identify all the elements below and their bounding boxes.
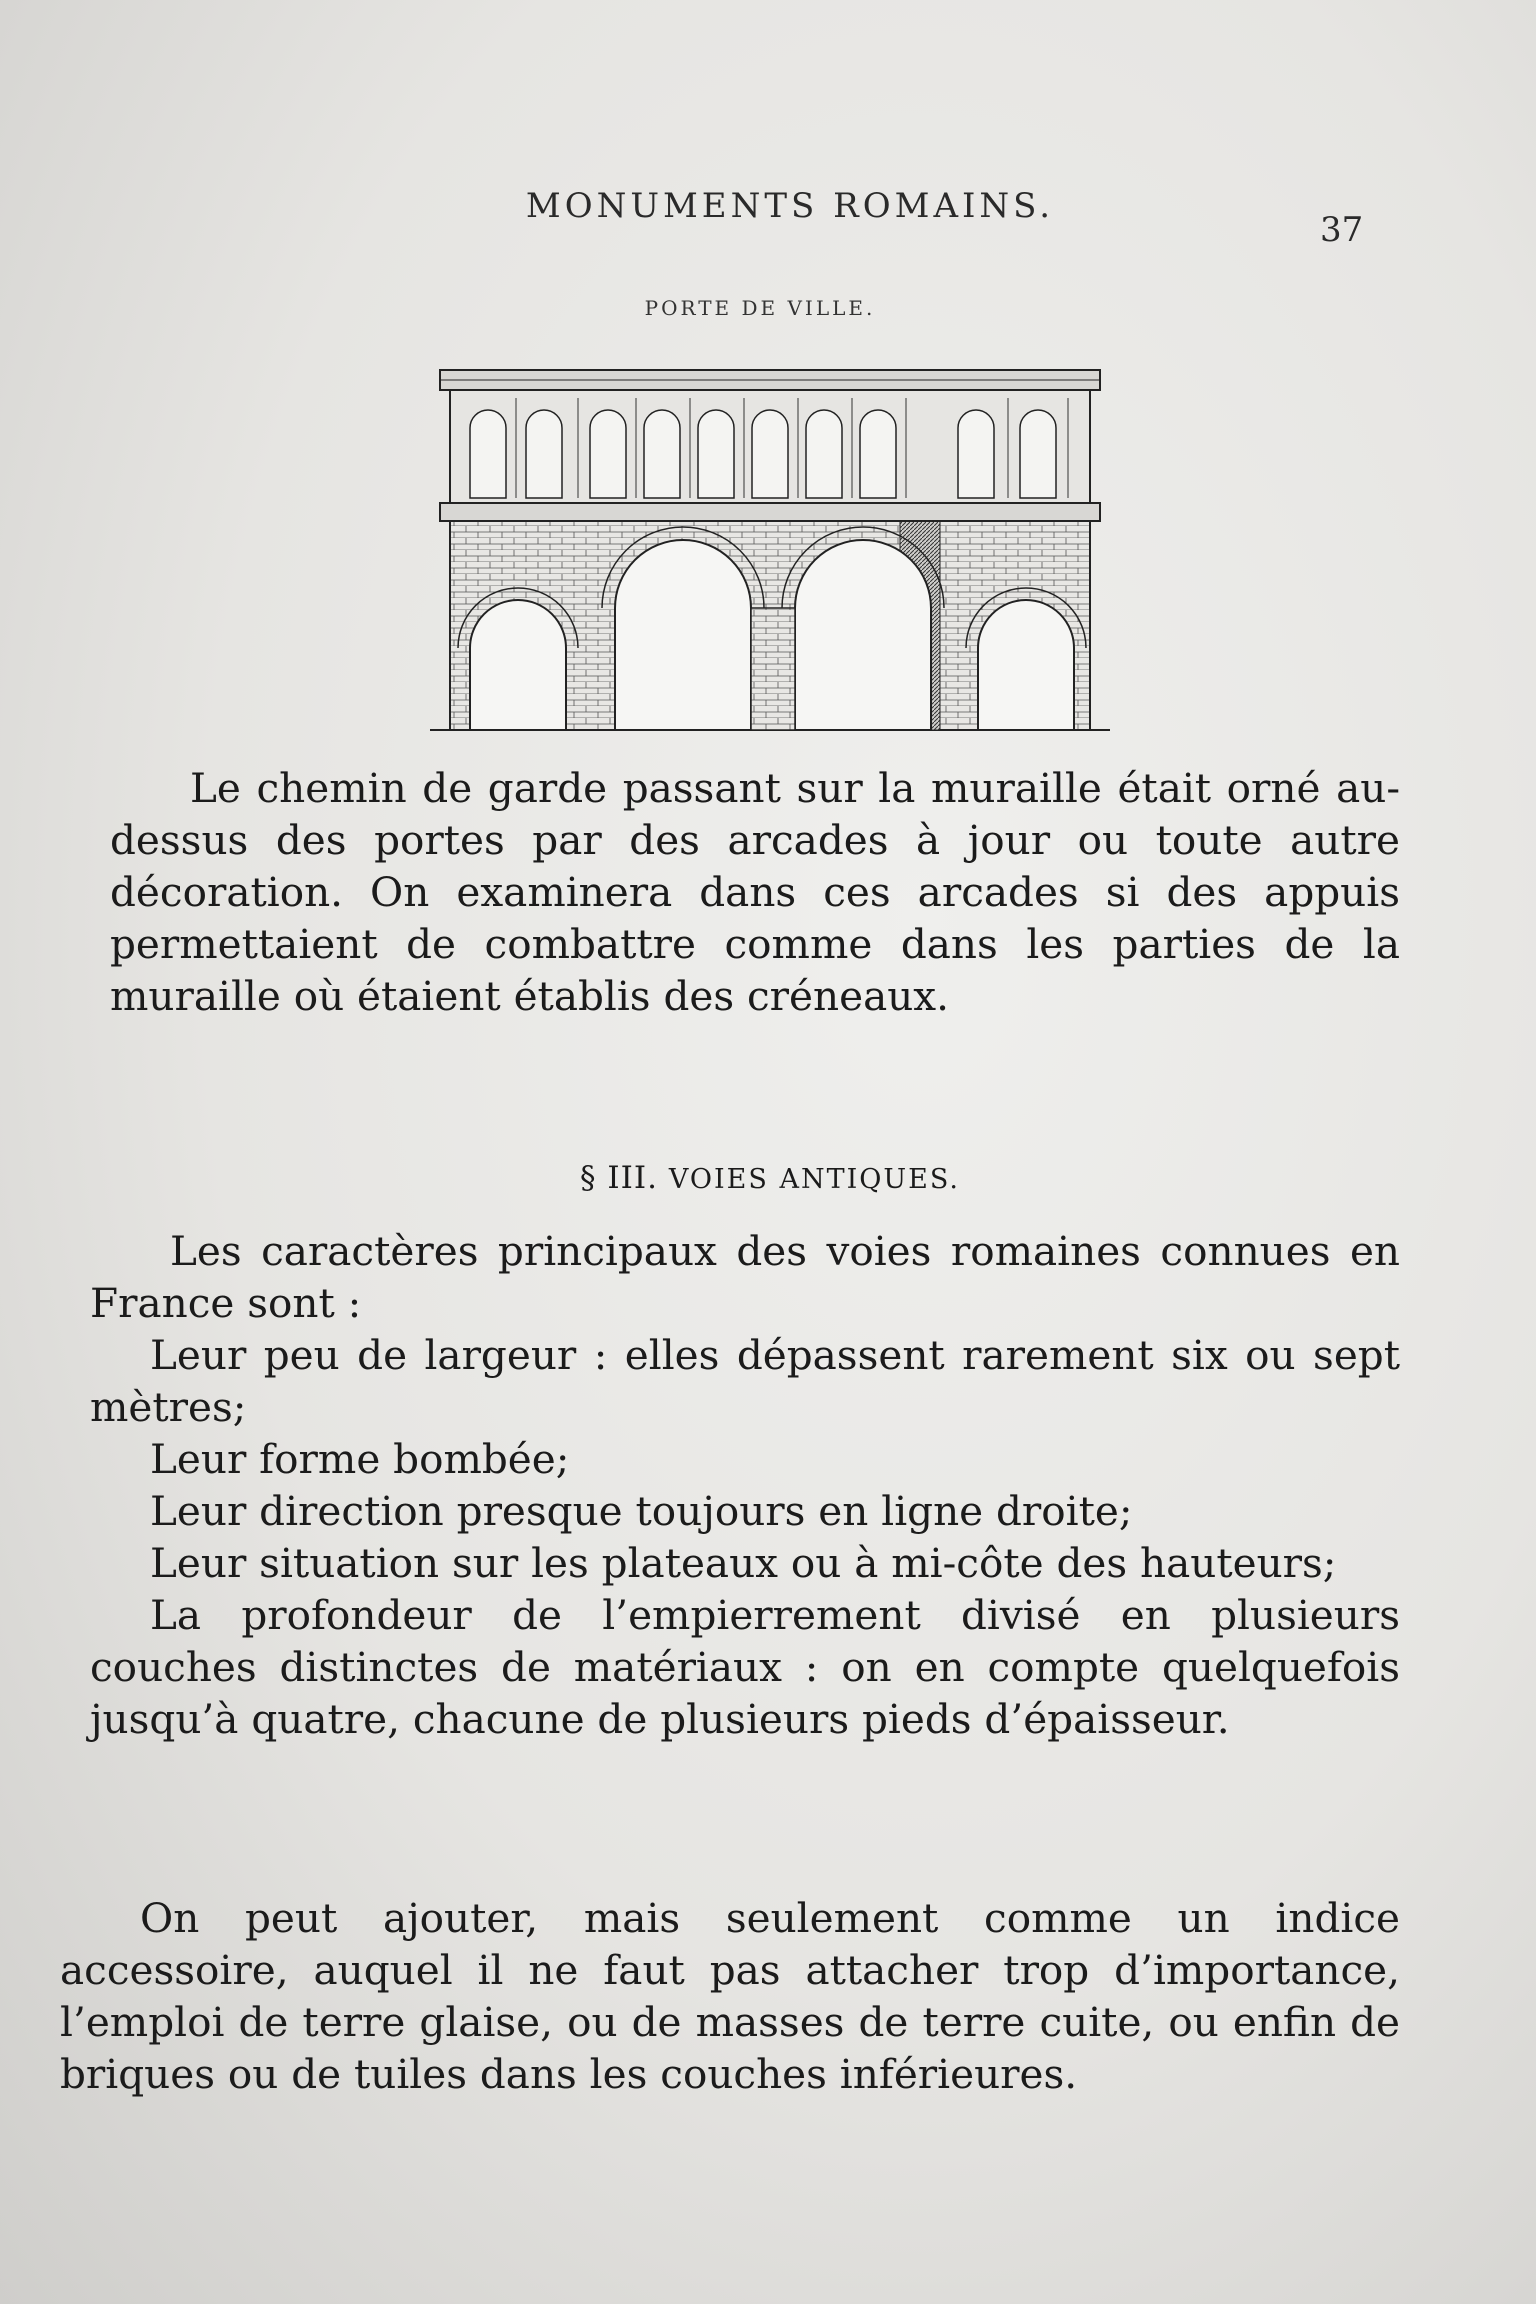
section-number: § III. — [580, 1160, 658, 1196]
intro-paragraph: Les caractères principaux des voies romaines connues en France sont : — [90, 1227, 1400, 1327]
list-item: Leur direction presque toujours en ligne droite; — [150, 1487, 1133, 1535]
paragraph-indice-accessoire — [60, 1892, 1400, 2100]
list-item: La profondeur de l’empierrement divisé en plusieurs couches distinctes de matériaux : on en compte quelquefois jusqu’à quatre, chacune de plusieurs pieds d’épaisseur. — [90, 1591, 1400, 1743]
city-gate-engraving — [430, 358, 1110, 758]
voies-characteristics — [90, 1225, 1400, 1745]
list-item: Leur forme bombée; — [150, 1435, 570, 1483]
section-heading — [560, 1160, 980, 1196]
paragraph-text: Le chemin de garde passant sur la muraille était orné au-dessus des portes par des arcades à jour ou toute autre décoration. On examinera dans ces arcades si des appuis permettaient de combattre comme dans les parties de la muraille où étaient établis des créneaux. — [110, 764, 1400, 1020]
section-title: VOIES ANTIQUES. — [668, 1164, 960, 1195]
list-item: Leur situation sur les plateaux ou à mi-côte des hauteurs; — [150, 1539, 1337, 1587]
running-title: MONUMENTS ROMAINS. — [525, 186, 1055, 226]
paragraph-chemin-de-garde — [110, 762, 1400, 1022]
paragraph-text: On peut ajouter, mais seulement comme un indice accessoire, auquel il ne faut pas attacher trop d’importance, l’emploi de terre glaise, ou de masses de terre cuite, ou enfin de briques ou de tuiles dans les couches inférieures. — [60, 1894, 1400, 2098]
page-number: 37 — [1320, 210, 1364, 250]
list-item: Leur peu de largeur : elles dépassent rarement six ou sept mètres; — [90, 1331, 1400, 1431]
figure-caption: PORTE DE VILLE. — [644, 296, 876, 320]
